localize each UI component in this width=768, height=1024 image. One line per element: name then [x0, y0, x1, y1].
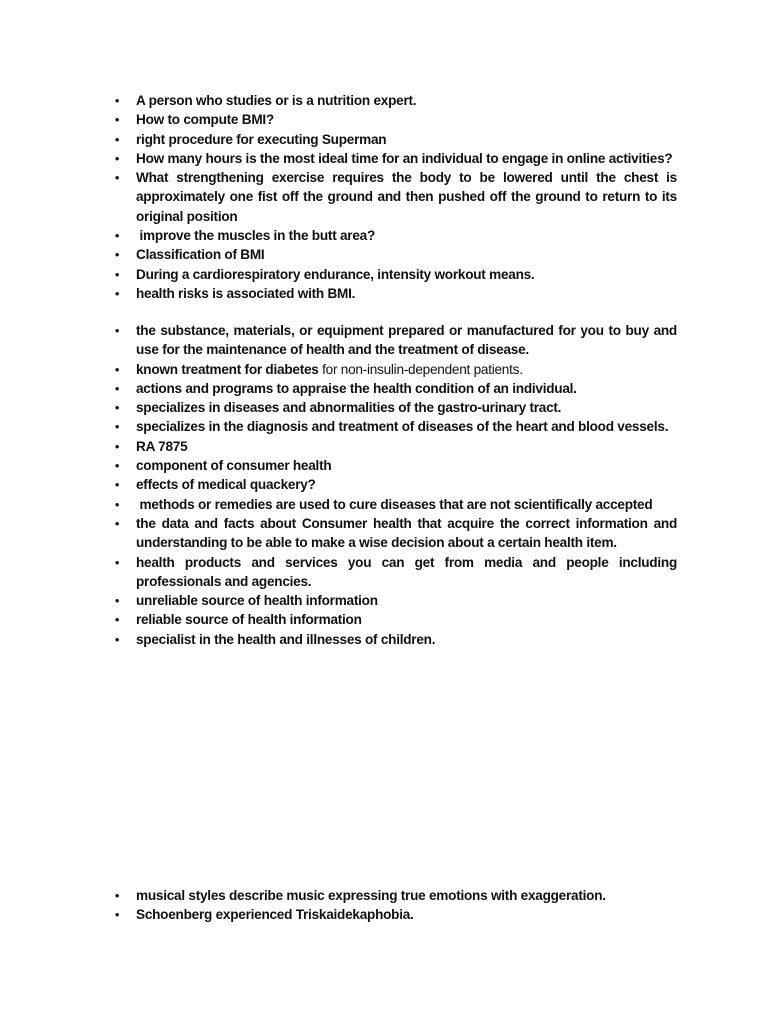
bullet-icon: •: [114, 438, 120, 454]
list-item-text: reliable source of health information: [136, 612, 362, 628]
question-list-music: [112, 886, 677, 925]
list-item-text: How to compute BMI?: [136, 112, 274, 128]
list-item-text: right procedure for executing Superman: [136, 131, 387, 147]
bullet-icon: •: [114, 496, 120, 512]
list-item-text: RA 7875: [136, 438, 188, 454]
list-item-text: improve the muscles in the butt area?: [136, 228, 376, 244]
list-item-text: health risks is associated with BMI.: [136, 285, 356, 301]
bullet-icon: •: [114, 112, 120, 128]
list-item: [112, 379, 677, 398]
bullet-icon: •: [114, 419, 120, 435]
bullet-icon: •: [114, 593, 120, 609]
list-item-text: A person who studies or is a nutrition expert.: [136, 93, 417, 108]
bullet-icon: •: [114, 361, 120, 377]
bullet-icon: •: [114, 266, 120, 282]
list-item-text: Schoenberg experienced Triskaidekaphobia.: [136, 907, 414, 923]
list-item-text: What strengthening exercise requires the body to be lowered until the chest is approximately one fist off the ground and then pushed off the ground to return to its original position: [136, 170, 677, 224]
list-item: [112, 110, 677, 129]
list-item: [112, 360, 677, 379]
question-list-fitness: [112, 91, 677, 303]
bullet-icon: •: [114, 888, 120, 903]
bullet-icon: •: [114, 131, 120, 147]
bullet-icon: •: [114, 554, 120, 570]
bullet-icon: •: [114, 907, 120, 923]
list-item-text: unreliable source of health information: [136, 593, 378, 609]
list-item: [112, 168, 677, 226]
list-item-text: known treatment for diabetes: [136, 361, 319, 377]
list-item: [112, 398, 677, 417]
list-item: [112, 284, 677, 303]
list-item-text: component of consumer health: [136, 458, 332, 474]
bullet-icon: •: [114, 380, 120, 396]
bullet-icon: •: [114, 477, 120, 493]
list-item: [112, 475, 677, 494]
list-item: [112, 321, 677, 360]
list-item-text: actions and programs to appraise the health condition of an individual.: [136, 380, 577, 396]
list-item: [112, 417, 677, 436]
list-item-text: Classification of BMI: [136, 247, 265, 263]
list-item: [112, 905, 677, 924]
bullet-icon: •: [114, 93, 120, 108]
list-item-text: specialist in the health and illnesses of children.: [136, 631, 436, 647]
list-item-text: During a cardiorespiratory endurance, intensity workout means.: [136, 266, 535, 282]
list-item-text: health products and services you can get from media and people including professionals and agencies.: [136, 554, 677, 589]
list-item: [112, 553, 677, 592]
bullet-icon: •: [114, 285, 120, 301]
list-item-text: How many hours is the most ideal time for an individual to engage in online activities?: [136, 150, 673, 166]
bullet-icon: •: [114, 228, 120, 244]
list-item: [112, 265, 677, 284]
list-item-text: musical styles describe music expressing true emotions with exaggeration.: [136, 888, 606, 903]
list-item: [112, 130, 677, 149]
list-item-text: the data and facts about Consumer health that acquire the correct information and understanding to be able to make a wise decision about a certain health item.: [136, 515, 677, 551]
bullet-icon: •: [114, 170, 120, 186]
list-item: [112, 456, 677, 475]
list-item-text: specializes in diseases and abnormalities of the gastro-urinary tract.: [136, 400, 562, 416]
list-item: [112, 245, 677, 264]
bullet-icon: •: [114, 400, 120, 416]
bullet-icon: •: [114, 150, 120, 166]
list-item: [112, 886, 677, 905]
question-list-consumer-health: [112, 321, 677, 649]
list-item: [112, 149, 677, 168]
list-item: [112, 91, 677, 110]
list-item: [112, 226, 677, 245]
bullet-icon: •: [114, 612, 120, 628]
list-item: [112, 437, 677, 456]
list-item-text: methods or remedies are used to cure diseases that are not scientifically accepted: [136, 496, 653, 512]
list-item-text: effects of medical quackery?: [136, 477, 316, 493]
list-item: [112, 514, 677, 553]
bullet-icon: •: [114, 631, 120, 647]
list-item: [112, 495, 677, 514]
bullet-icon: •: [114, 515, 120, 531]
list-item: [112, 610, 677, 629]
bullet-icon: •: [114, 247, 120, 263]
list-item-text: the substance, materials, or equipment prepared or manufactured for you to buy and use for the maintenance of health and the treatment of disease.: [136, 323, 677, 358]
list-item: [112, 630, 677, 649]
list-item: [112, 591, 677, 610]
list-item-text: specializes in the diagnosis and treatment of diseases of the heart and blood vessels.: [136, 419, 669, 435]
list-item-suffix: for non-insulin-dependent patients.: [322, 361, 523, 377]
bullet-icon: •: [114, 458, 120, 474]
bullet-icon: •: [114, 323, 120, 338]
